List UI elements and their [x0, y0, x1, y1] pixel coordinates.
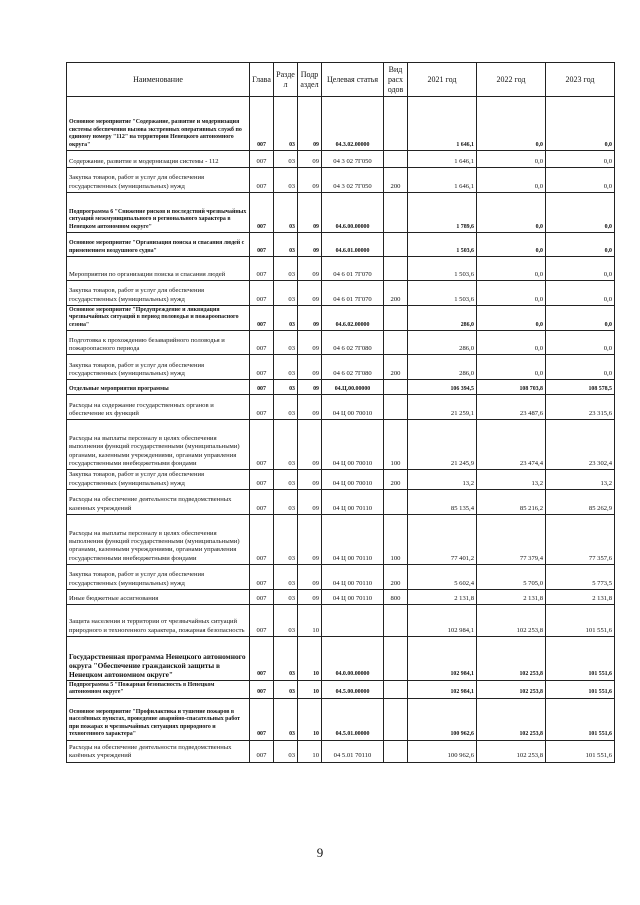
row-target: 04 Ц 00 70010: [322, 470, 384, 490]
row-2022: 102 253,8: [477, 680, 546, 698]
row-2023: 0,0: [546, 168, 615, 193]
row-glava: 007: [250, 193, 274, 233]
row-2022: 102 253,8: [477, 604, 546, 636]
row-name: Закупка товаров, работ и услуг для обеспечения государственных (муниципальных) нужд: [67, 355, 250, 380]
row-2023: 0,0: [546, 355, 615, 380]
row-podrazdel: 09: [298, 281, 322, 306]
row-razdel: 03: [274, 355, 298, 380]
row-target: 04 Ц 00 70110: [322, 564, 384, 589]
row-target: 04 Ц 00 70110: [322, 514, 384, 564]
row-name: Закупка товаров, работ и услуг для обеспечения государственных (муниципальных) нужд: [67, 281, 250, 306]
table-row: [67, 489, 615, 514]
row-2021: 1 503,6: [408, 257, 477, 281]
row-vid: 200: [384, 168, 408, 193]
row-glava: 007: [250, 489, 274, 514]
row-vid: [384, 151, 408, 168]
row-name: Расходы на обеспечение деятельности подведомственных казенных учреждений: [67, 489, 250, 514]
row-2022: 0,0: [477, 168, 546, 193]
table-row: [67, 331, 615, 355]
row-glava: 007: [250, 97, 274, 151]
row-glava: 007: [250, 233, 274, 257]
row-name: Содержание, развитие и модернизация системы - 112: [67, 151, 250, 168]
row-glava: 007: [250, 564, 274, 589]
row-podrazdel: 10: [298, 680, 322, 698]
row-glava: 007: [250, 636, 274, 680]
table-row: [67, 680, 615, 698]
row-2021: 85 135,4: [408, 489, 477, 514]
row-podrazdel: 09: [298, 395, 322, 420]
row-2022: 23 487,6: [477, 395, 546, 420]
row-razdel: 03: [274, 489, 298, 514]
header-2021: 2021 год: [408, 63, 477, 97]
row-2023: 101 551,6: [546, 698, 615, 740]
row-name: Закупка товаров, работ и услуг для обеспечения государственных (муниципальных) нужд: [67, 168, 250, 193]
row-razdel: 03: [274, 233, 298, 257]
row-2021: 77 401,2: [408, 514, 477, 564]
row-2023: 85 262,9: [546, 489, 615, 514]
row-target: 04.6.02.00000: [322, 306, 384, 331]
row-2022: 102 253,8: [477, 698, 546, 740]
row-razdel: 03: [274, 680, 298, 698]
row-2023: 0,0: [546, 281, 615, 306]
row-2022: 0,0: [477, 306, 546, 331]
budget-table: [66, 62, 615, 763]
row-glava: 007: [250, 257, 274, 281]
row-2022: 108 703,8: [477, 380, 546, 395]
row-vid: [384, 698, 408, 740]
header-row: [67, 63, 615, 97]
row-2023: 23 315,6: [546, 395, 615, 420]
row-glava: 007: [250, 168, 274, 193]
row-vid: 200: [384, 564, 408, 589]
row-2021: 100 962,6: [408, 740, 477, 762]
row-razdel: 03: [274, 331, 298, 355]
table-row: [67, 514, 615, 564]
row-vid: 800: [384, 589, 408, 604]
row-podrazdel: 10: [298, 740, 322, 762]
row-podrazdel: 09: [298, 420, 322, 470]
row-podrazdel: 09: [298, 514, 322, 564]
row-2023: 0,0: [546, 306, 615, 331]
row-razdel: 03: [274, 151, 298, 168]
row-2021: 21 245,9: [408, 420, 477, 470]
row-vid: 200: [384, 281, 408, 306]
row-2021: 102 984,1: [408, 680, 477, 698]
row-podrazdel: 09: [298, 257, 322, 281]
row-razdel: 03: [274, 698, 298, 740]
row-razdel: 03: [274, 380, 298, 395]
row-vid: [384, 233, 408, 257]
row-target: 04 6 01 7Г070: [322, 281, 384, 306]
row-podrazdel: 09: [298, 193, 322, 233]
row-2021: 2 131,8: [408, 589, 477, 604]
row-vid: [384, 489, 408, 514]
table-row: [67, 420, 615, 470]
row-target: 04 Ц 00 70110: [322, 489, 384, 514]
row-2023: 101 551,6: [546, 680, 615, 698]
header-razdel: Разде л: [274, 63, 298, 97]
header-vid: Вид расх одов: [384, 63, 408, 97]
row-podrazdel: 09: [298, 97, 322, 151]
row-2021: 13,2: [408, 470, 477, 490]
row-vid: 100: [384, 420, 408, 470]
row-vid: [384, 331, 408, 355]
row-2021: 286,0: [408, 331, 477, 355]
row-2021: 106 394,5: [408, 380, 477, 395]
row-target: 04.0.00.00000: [322, 636, 384, 680]
row-target: 04.3.02.00000: [322, 97, 384, 151]
row-razdel: 03: [274, 306, 298, 331]
row-target: 04 3 02 7Г050: [322, 168, 384, 193]
row-2021: 102 984,1: [408, 604, 477, 636]
table-row: [67, 257, 615, 281]
table-row: [67, 470, 615, 490]
row-2023: 5 773,5: [546, 564, 615, 589]
table-row: [67, 395, 615, 420]
row-name: Основное мероприятие "Предупреждение и ликвидация чрезвычайных ситуаций в период половодья и пожароопасного сезона": [67, 306, 250, 331]
row-name: Подготовка к прохождению безаварийного половодья и пожароопасного периода: [67, 331, 250, 355]
row-2022: 0,0: [477, 281, 546, 306]
row-2023: 101 551,6: [546, 604, 615, 636]
row-podrazdel: 09: [298, 151, 322, 168]
row-name: Основное мероприятие "Профилактика и тушение пожаров в населённых пунктах, проведение аварийно-спасательных работ при пожарах и чрезвычайных ситуациях природного и техногенного характера": [67, 698, 250, 740]
row-podrazdel: 10: [298, 604, 322, 636]
row-name: Подпрограмма 5 "Пожарная безопасность в Ненецком автономном округе": [67, 680, 250, 698]
header-2023: 2023 год: [546, 63, 615, 97]
row-razdel: 03: [274, 420, 298, 470]
row-razdel: 03: [274, 470, 298, 490]
row-2022: 23 474,4: [477, 420, 546, 470]
row-2023: 23 302,4: [546, 420, 615, 470]
row-target: 04 Ц 00 70110: [322, 589, 384, 604]
row-name: Расходы на выплаты персоналу в целях обеспечения выполнения функций государственными (муниципальными) органами, казенными учреждениями, органами управления государственными внебюджетными фондами: [67, 514, 250, 564]
row-razdel: 03: [274, 604, 298, 636]
row-2022: 0,0: [477, 233, 546, 257]
row-2022: 0,0: [477, 355, 546, 380]
row-razdel: 03: [274, 168, 298, 193]
row-2021: 1 646,1: [408, 97, 477, 151]
row-podrazdel: 09: [298, 306, 322, 331]
row-razdel: 03: [274, 514, 298, 564]
row-target: 04 6 02 7Г080: [322, 355, 384, 380]
row-glava: 007: [250, 589, 274, 604]
row-2023: 0,0: [546, 151, 615, 168]
row-2022: 85 216,2: [477, 489, 546, 514]
row-glava: 007: [250, 698, 274, 740]
row-name: Основное мероприятие "Организация поиска и спасания людей с применением воздушного судна": [67, 233, 250, 257]
row-podrazdel: 09: [298, 380, 322, 395]
page-number: 9: [316, 845, 324, 860]
row-vid: [384, 193, 408, 233]
table-row: [67, 151, 615, 168]
row-name: Расходы на выплаты персоналу в целях обеспечения выполнения функций государственными (муниципальными) органами, казенными учреждениями, органами управления государственными внебюджетными фондами: [67, 420, 250, 470]
row-target: 04.5.00.00000: [322, 680, 384, 698]
header-name: Наименование: [67, 63, 250, 97]
row-vid: [384, 740, 408, 762]
row-vid: [384, 97, 408, 151]
row-target: 04 6 01 7Г070: [322, 257, 384, 281]
row-2022: 0,0: [477, 257, 546, 281]
table-row: [67, 97, 615, 151]
row-name: Закупка товаров, работ и услуг для обеспечения государственных (муниципальных) нужд: [67, 470, 250, 490]
row-2022: 0,0: [477, 331, 546, 355]
row-podrazdel: 09: [298, 355, 322, 380]
row-vid: [384, 680, 408, 698]
row-vid: [384, 636, 408, 680]
row-podrazdel: 09: [298, 233, 322, 257]
row-name: Государственная программа Ненецкого автономного округа "Обеспечение гражданской защиты в Ненецком автономном округе": [67, 636, 250, 680]
row-2022: 0,0: [477, 151, 546, 168]
table-row: [67, 564, 615, 589]
row-vid: [384, 604, 408, 636]
header-2022: 2022 год: [477, 63, 546, 97]
row-glava: 007: [250, 680, 274, 698]
row-2023: 13,2: [546, 470, 615, 490]
row-name: Расходы на содержание государственных органов и обеспечение их функций: [67, 395, 250, 420]
row-razdel: 03: [274, 395, 298, 420]
row-2023: 0,0: [546, 331, 615, 355]
row-target: 04 Ц 00 70010: [322, 420, 384, 470]
row-2021: 21 259,1: [408, 395, 477, 420]
row-podrazdel: 10: [298, 698, 322, 740]
row-glava: 007: [250, 380, 274, 395]
header-target: Целевая статья: [322, 63, 384, 97]
row-name: Основное мероприятие "Содержание, развитие и модернизация системы обеспечения вызова экстренных оперативных служб по единому номеру "112" на территории Ненецкого автономного округа": [67, 97, 250, 151]
row-podrazdel: 09: [298, 489, 322, 514]
table-row: [67, 168, 615, 193]
row-target: 04.Ц.00.00000: [322, 380, 384, 395]
row-podrazdel: 09: [298, 589, 322, 604]
row-target: 04 Ц 00 70010: [322, 395, 384, 420]
table-row: [67, 380, 615, 395]
row-name: Расходы на обеспечение деятельности подведомственных казённых учреждений: [67, 740, 250, 762]
row-2023: 2 131,8: [546, 589, 615, 604]
row-2023: 101 551,6: [546, 636, 615, 680]
table-row: [67, 698, 615, 740]
row-glava: 007: [250, 306, 274, 331]
row-podrazdel: 09: [298, 168, 322, 193]
row-2021: 1 646,1: [408, 168, 477, 193]
row-razdel: 03: [274, 97, 298, 151]
table-row: [67, 589, 615, 604]
row-2023: 77 357,6: [546, 514, 615, 564]
row-2021: 5 602,4: [408, 564, 477, 589]
row-2022: 5 705,0: [477, 564, 546, 589]
row-podrazdel: 09: [298, 564, 322, 589]
row-name: Закупка товаров, работ и услуг для обеспечения государственных (муниципальных) нужд: [67, 564, 250, 589]
row-2021: 1 503,6: [408, 233, 477, 257]
row-glava: 007: [250, 395, 274, 420]
row-2023: 108 578,5: [546, 380, 615, 395]
header-glava: Глава: [250, 63, 274, 97]
row-glava: 007: [250, 514, 274, 564]
row-2021: 100 962,6: [408, 698, 477, 740]
row-name: Защита населения и территории от чрезвычайных ситуаций природного и техногенного характера, пожарная безопасность: [67, 604, 250, 636]
row-2022: 77 379,4: [477, 514, 546, 564]
row-razdel: 03: [274, 636, 298, 680]
row-target: 04.6.00.00000: [322, 193, 384, 233]
row-2021: 1 789,6: [408, 193, 477, 233]
row-glava: 007: [250, 331, 274, 355]
row-target: 04 6 02 7Г080: [322, 331, 384, 355]
row-vid: 200: [384, 355, 408, 380]
row-glava: 007: [250, 355, 274, 380]
row-glava: 007: [250, 470, 274, 490]
row-2023: 101 551,6: [546, 740, 615, 762]
row-2022: 102 253,8: [477, 636, 546, 680]
table-body: [67, 97, 615, 763]
row-target: 04 5.01 70110: [322, 740, 384, 762]
row-vid: 200: [384, 470, 408, 490]
row-name: Иные бюджетные ассигнования: [67, 589, 250, 604]
row-glava: 007: [250, 281, 274, 306]
table-row: [67, 604, 615, 636]
row-podrazdel: 09: [298, 331, 322, 355]
row-glava: 007: [250, 151, 274, 168]
row-2021: 1 646,1: [408, 151, 477, 168]
table-row: [67, 740, 615, 762]
table-row: [67, 193, 615, 233]
row-razdel: 03: [274, 281, 298, 306]
row-target: 04 3 02 7Г050: [322, 151, 384, 168]
table-row: [67, 233, 615, 257]
header-podrazdel: Подр аздел: [298, 63, 322, 97]
row-target: 04.6.01.00000: [322, 233, 384, 257]
table-row: [67, 306, 615, 331]
row-glava: 007: [250, 740, 274, 762]
row-vid: 100: [384, 514, 408, 564]
row-razdel: 03: [274, 257, 298, 281]
table-row: [67, 355, 615, 380]
row-2022: 0,0: [477, 97, 546, 151]
row-podrazdel: 10: [298, 636, 322, 680]
row-razdel: 03: [274, 589, 298, 604]
row-glava: 007: [250, 604, 274, 636]
row-vid: [384, 306, 408, 331]
row-name: Подпрограмма 6 "Снижение рисков и последствий чрезвычайных ситуаций межмуниципального и регионального характера в Ненецком автономном округе": [67, 193, 250, 233]
row-razdel: 03: [274, 564, 298, 589]
table-row: [67, 636, 615, 680]
row-razdel: 03: [274, 193, 298, 233]
row-name: Отдельные мероприятия программы: [67, 380, 250, 395]
row-name: Мероприятия по организации поиска и спасания людей: [67, 257, 250, 281]
row-2022: 102 253,8: [477, 740, 546, 762]
row-razdel: 03: [274, 740, 298, 762]
row-target: 04.5.01.00000: [322, 698, 384, 740]
row-target: [322, 604, 384, 636]
row-vid: [384, 380, 408, 395]
row-2022: 13,2: [477, 470, 546, 490]
row-2023: 0,0: [546, 257, 615, 281]
row-2021: 286,0: [408, 306, 477, 331]
row-vid: [384, 395, 408, 420]
row-glava: 007: [250, 420, 274, 470]
row-2021: 286,0: [408, 355, 477, 380]
row-2023: 0,0: [546, 193, 615, 233]
row-2021: 102 984,1: [408, 636, 477, 680]
row-podrazdel: 09: [298, 470, 322, 490]
row-2021: 1 503,6: [408, 281, 477, 306]
table-row: [67, 281, 615, 306]
row-2023: 0,0: [546, 97, 615, 151]
row-2023: 0,0: [546, 233, 615, 257]
row-2022: 0,0: [477, 193, 546, 233]
row-2022: 2 131,8: [477, 589, 546, 604]
row-vid: [384, 257, 408, 281]
